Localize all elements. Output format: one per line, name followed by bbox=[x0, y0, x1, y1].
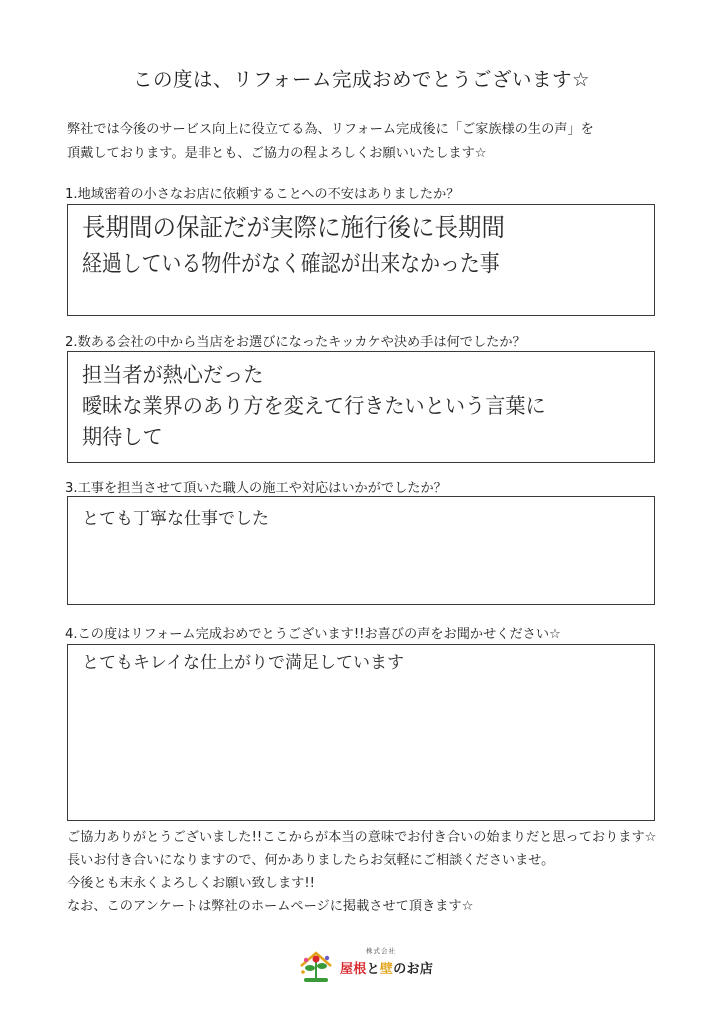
closing-line-4: なお、このアンケートは弊社のホームページに掲載させて頂きます☆ bbox=[67, 899, 474, 914]
answer-4-text bbox=[82, 651, 646, 675]
answer-1-line-2: 経過している物件がなく確認が出来なかった事 bbox=[82, 251, 500, 277]
answer-box-2 bbox=[67, 351, 655, 463]
answer-box-4 bbox=[67, 644, 655, 821]
logo-name-part-1: 屋根 bbox=[340, 962, 367, 977]
page-title: この度は、リフォーム完成おめでとうございます☆ bbox=[132, 68, 590, 91]
intro-line-2: 頂戴しております。是非とも、ご協力の程よろしくお願いいたします☆ bbox=[67, 146, 487, 161]
answer-4-line-1: とてもキレイな仕上がりで満足しています bbox=[82, 653, 404, 673]
logo-name-part-2: と bbox=[366, 962, 380, 977]
answer-2-text bbox=[82, 360, 623, 453]
answer-2-line-2: 曖昧な業界のあり方を変えて行きたいという言葉に bbox=[82, 394, 546, 418]
answer-2-line-3: 期待して bbox=[82, 425, 163, 449]
plant-house-logo-icon bbox=[296, 946, 336, 986]
logo-name-part-3: 壁 bbox=[379, 962, 394, 977]
answer-box-3 bbox=[67, 496, 655, 605]
answer-1-text bbox=[82, 209, 612, 283]
closing-line-1: ご協力ありがとうございました!!ここからが本当の意味でお付き合いの始まりだと思っております☆ bbox=[67, 830, 657, 845]
question-1-label: 1.地域密着の小さなお店に依頼することへの不安はありましたか？ bbox=[65, 187, 460, 202]
closing-line-3: 今後とも末永くよろしくお願い致します!! bbox=[67, 876, 315, 891]
question-2-label: 2.数ある会社の中から当店をお選びになったキッカケや決め手は何でしたか？ bbox=[65, 335, 526, 350]
answer-box-1 bbox=[67, 204, 655, 316]
answer-3-text bbox=[82, 507, 646, 531]
closing-text bbox=[67, 826, 667, 918]
logo-name-part-4: のお店 bbox=[393, 962, 434, 977]
answer-2-line-1: 担当者が熱心だった bbox=[82, 363, 264, 387]
intro-text bbox=[67, 118, 667, 166]
answer-1-line-1: 長期間の保証だが実際に施行後に長期間 bbox=[82, 213, 506, 242]
answer-3-line-1: とても丁寧な仕事でした bbox=[82, 509, 269, 529]
question-3-label: 3.工事を担当させて頂いた職人の施工や対応はいかがでしたか？ bbox=[65, 481, 447, 496]
intro-line-1: 弊社では今後のサービス向上に役立てる為、リフォーム完成後に「ご家族様の生の声」を bbox=[67, 122, 594, 137]
company-logo bbox=[296, 944, 436, 988]
logo-company-name bbox=[340, 958, 433, 977]
question-4-label: 4.この度はリフォーム完成おめでとうございます!!お喜びの声をお聞かせください☆ bbox=[65, 627, 561, 642]
closing-line-2: 長いお付き合いになりますので、何かありましたらお気軽にご相談くださいませ。 bbox=[67, 853, 555, 868]
logo-company-type: 株式会社 bbox=[366, 947, 396, 955]
